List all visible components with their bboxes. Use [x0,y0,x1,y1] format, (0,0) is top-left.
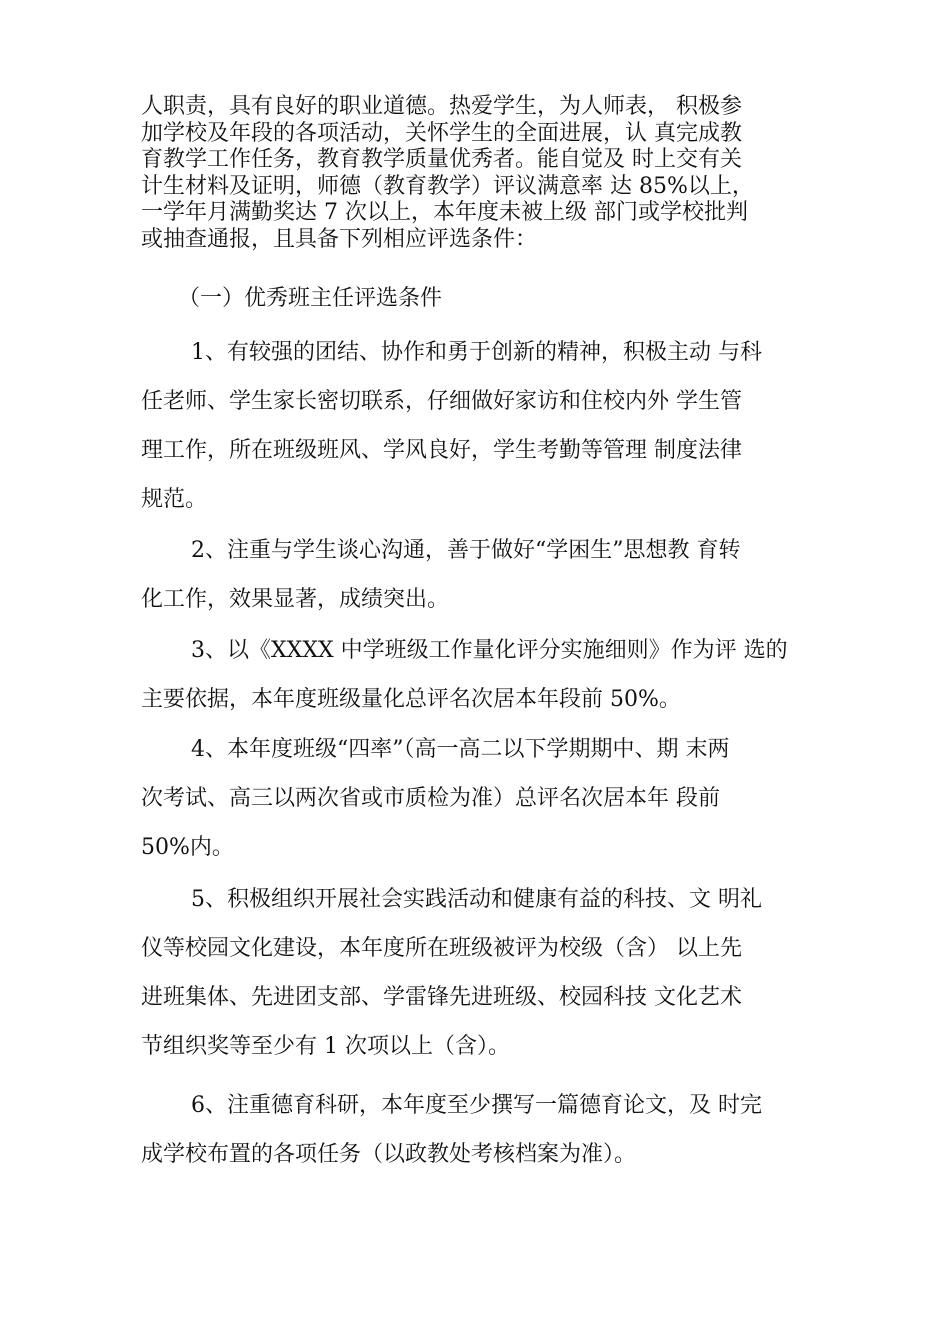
item-line: 理工作，所在班级班风、学风良好，学生考勤等管理 制度法律 [141,438,742,463]
item-line: 进班集体、先进团支部、学雷锋先进班级、校园科技 文化艺术 [141,985,742,1010]
section-heading: （一）优秀班主任评选条件 [178,286,443,311]
item-line: 4、本年度班级“四率”（高一高二以下学期期中、期 末两 [191,737,730,762]
item-line: 1、有较强的团结、协作和勇于创新的精神，积极主动 与科 [191,340,762,365]
item-line: 50%内。 [141,835,234,860]
criteria-item-2 [141,526,841,624]
item-line: 成学校布置的各项任务（以政教处考核档案为准）。 [141,1142,637,1167]
criteria-item-6 [141,1081,841,1179]
intro-paragraph [141,94,831,253]
item-line: 节组织奖等至少有 1 次项以上（含）。 [141,1034,510,1059]
intro-line: 加学校及年段的各项活动，关怀学生的全面进展，认 真完成教 [141,120,742,146]
item-line: 任老师、学生家长密切联系，仔细做好家访和住校内外 学生管 [141,389,742,414]
item-line: 3、以《XXXX 中学班级工作量化评分实施细则》作为评 选的 [191,638,788,663]
item-line: 规范。 [141,487,208,512]
intro-line: 计生材料及证明，师德（教育教学）评议满意率 达 85%以上， [141,173,754,199]
item-line: 2、注重与学生谈心沟通，善于做好“学困生”思想教 育转 [191,538,741,563]
intro-line: 人职责，具有良好的职业道德。热爱学生，为人师表， 积极参 [141,94,742,119]
item-line: 仪等校园文化建设，本年度所在班级被评为校级（含） 以上先 [141,936,742,961]
intro-line: 育教学工作任务，教育教学质量优秀者。能自觉及 时上交有关 [141,147,742,172]
item-line: 主要依据，本年度班级量化总评名次居本年段前 50%。 [141,687,681,712]
item-line: 5、积极组织开展社会实践活动和健康有益的科技、文 明礼 [191,887,762,912]
criteria-item-4 [141,725,841,872]
item-line: 次考试、高三以两次省或市质检为准）总评名次居本年 段前 [141,786,720,811]
criteria-item-3 [141,626,841,724]
item-line: 6、注重德育科研，本年度至少撰写一篇德育论文，及 时完 [191,1093,762,1118]
item-line: 化工作，效果显著，成绩突出。 [141,587,450,612]
criteria-item-5 [141,875,841,1071]
intro-line: 或抽查通报，且具备下列相应评选条件： [141,226,538,252]
criteria-item-1 [141,328,841,524]
intro-line: 一学年月满勤奖达 7 次以上，本年度未被上级 部门或学校批判 [141,200,748,225]
